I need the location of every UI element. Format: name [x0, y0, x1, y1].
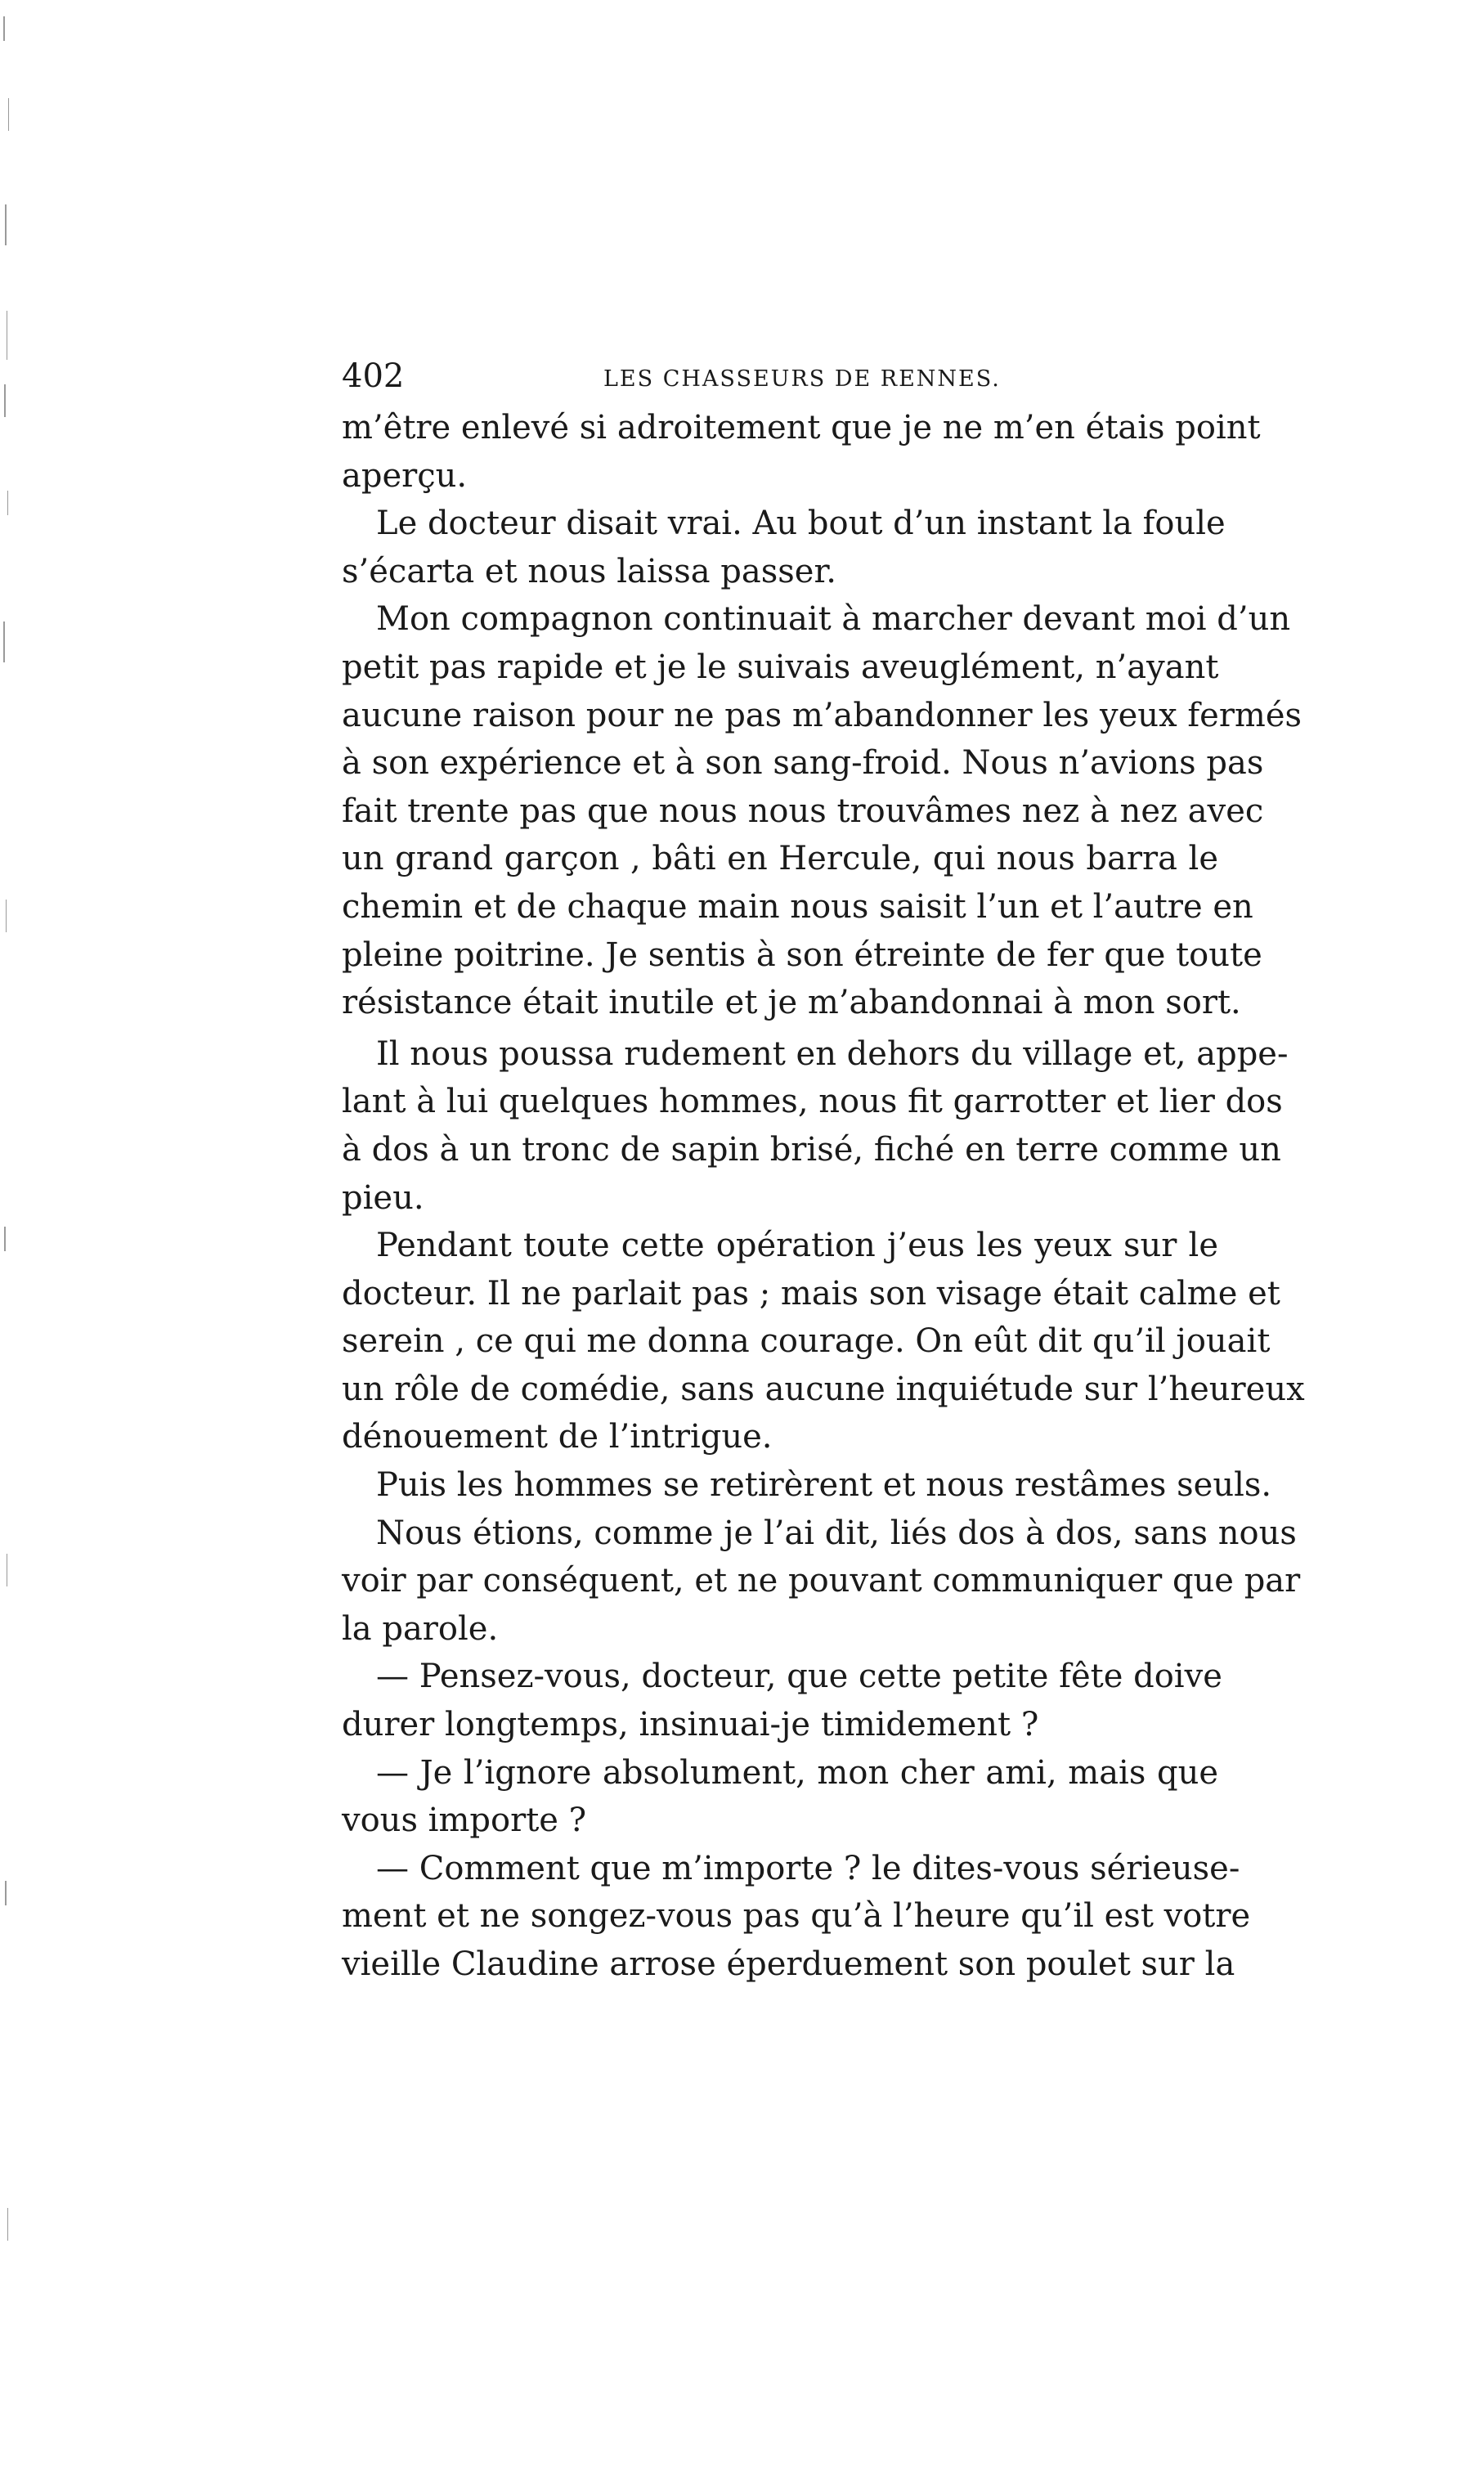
text-line: — Comment que m’importe ? le dites-vous sérieuse- — [376, 1849, 1240, 1887]
text-line: s’écarta et nous laissa passer. — [342, 552, 836, 590]
paragraph — [342, 404, 1261, 500]
text-line: Mon compagnon continuait à marcher devant moi d’un — [376, 600, 1291, 639]
paragraph — [342, 1510, 1301, 1654]
text-line: pieu. — [342, 1178, 424, 1217]
paragraph — [342, 1845, 1251, 1989]
paragraph — [342, 595, 1302, 1026]
paragraph — [342, 1461, 1272, 1510]
page-header — [342, 352, 1218, 401]
text-line: fait trente pas que nous nous trouvâmes nez à nez avec — [342, 792, 1264, 830]
running-title: LES CHASSEURS DE RENNES. — [603, 366, 1001, 392]
text-line: Pendant toute cette opération j’eus les yeux sur le — [376, 1227, 1218, 1265]
text-line: un grand garçon , bâti en Hercule, qui nous barra le — [342, 840, 1218, 878]
text-line: ment et ne songez-vous pas qu’à l’heure qu’il est votre — [342, 1897, 1251, 1936]
text-line: aucune raison pour ne pas m’abandonner les yeux fermés — [342, 696, 1302, 734]
paragraph — [342, 1222, 1305, 1461]
text-line: à dos à un tronc de sapin brisé, fiché en terre comme un — [342, 1130, 1281, 1169]
body-text — [342, 404, 1305, 1989]
text-line: lant à lui quelques hommes, nous fit garrotter et lier dos — [342, 1083, 1283, 1121]
text-line: — Je l’ignore absolument, mon cher ami, mais que — [376, 1753, 1218, 1792]
text-line: vous importe ? — [342, 1802, 587, 1840]
text-line: voir par conséquent, et ne pouvant communiquer que par — [342, 1562, 1301, 1600]
paragraph — [342, 1653, 1222, 1748]
text-line: durer longtemps, insinuai-je timidement ? — [342, 1706, 1039, 1744]
text-line: Nous étions, comme je l’ai dit, liés dos à dos, sans nous — [376, 1514, 1297, 1552]
scan-margin-specks — [0, 0, 25, 2468]
text-line: m’être enlevé si adroitement que je ne m’en étais point — [342, 409, 1261, 446]
text-line: docteur. Il ne parlait pas ; mais son visage était calme et — [342, 1274, 1280, 1313]
text-line: à son expérience et à son sang-froid. Nous n’avions pas — [342, 744, 1264, 783]
paragraph — [342, 1749, 1218, 1845]
text-line: Le docteur disait vrai. Au bout d’un instant la foule — [376, 505, 1226, 543]
text-line: aperçu. — [342, 456, 468, 495]
text-line: chemin et de chaque main nous saisit l’un et l’autre en — [342, 887, 1253, 926]
text-line: — Pensez-vous, docteur, que cette petite fête doive — [376, 1658, 1222, 1696]
text-line: Il nous poussa rudement en dehors du village et, appe- — [376, 1034, 1289, 1073]
text-line: dénouement de l’intrigue. — [342, 1418, 773, 1456]
text-line: un rôle de comédie, sans aucune inquiétude sur l’heureux — [342, 1370, 1305, 1408]
text-line: pleine poitrine. Je sentis à son étreinte de fer que toute — [342, 936, 1262, 974]
text-line: petit pas rapide et je le suivais aveuglément, n’ayant — [342, 648, 1219, 686]
text-line: vieille Claudine arrose éperduement son poulet sur la — [342, 1945, 1235, 1983]
paragraph — [342, 500, 1226, 595]
text-line: Puis les hommes se retirèrent et nous restâmes seuls. — [376, 1466, 1272, 1505]
page-number: 402 — [342, 357, 405, 395]
text-line: serein , ce qui me donna courage. On eût dit qu’il jouait — [342, 1322, 1271, 1361]
text-line: résistance était inutile et je m’abandonnai à mon sort. — [342, 984, 1241, 1022]
text-line: la parole. — [342, 1609, 499, 1648]
paragraph — [342, 1030, 1289, 1222]
